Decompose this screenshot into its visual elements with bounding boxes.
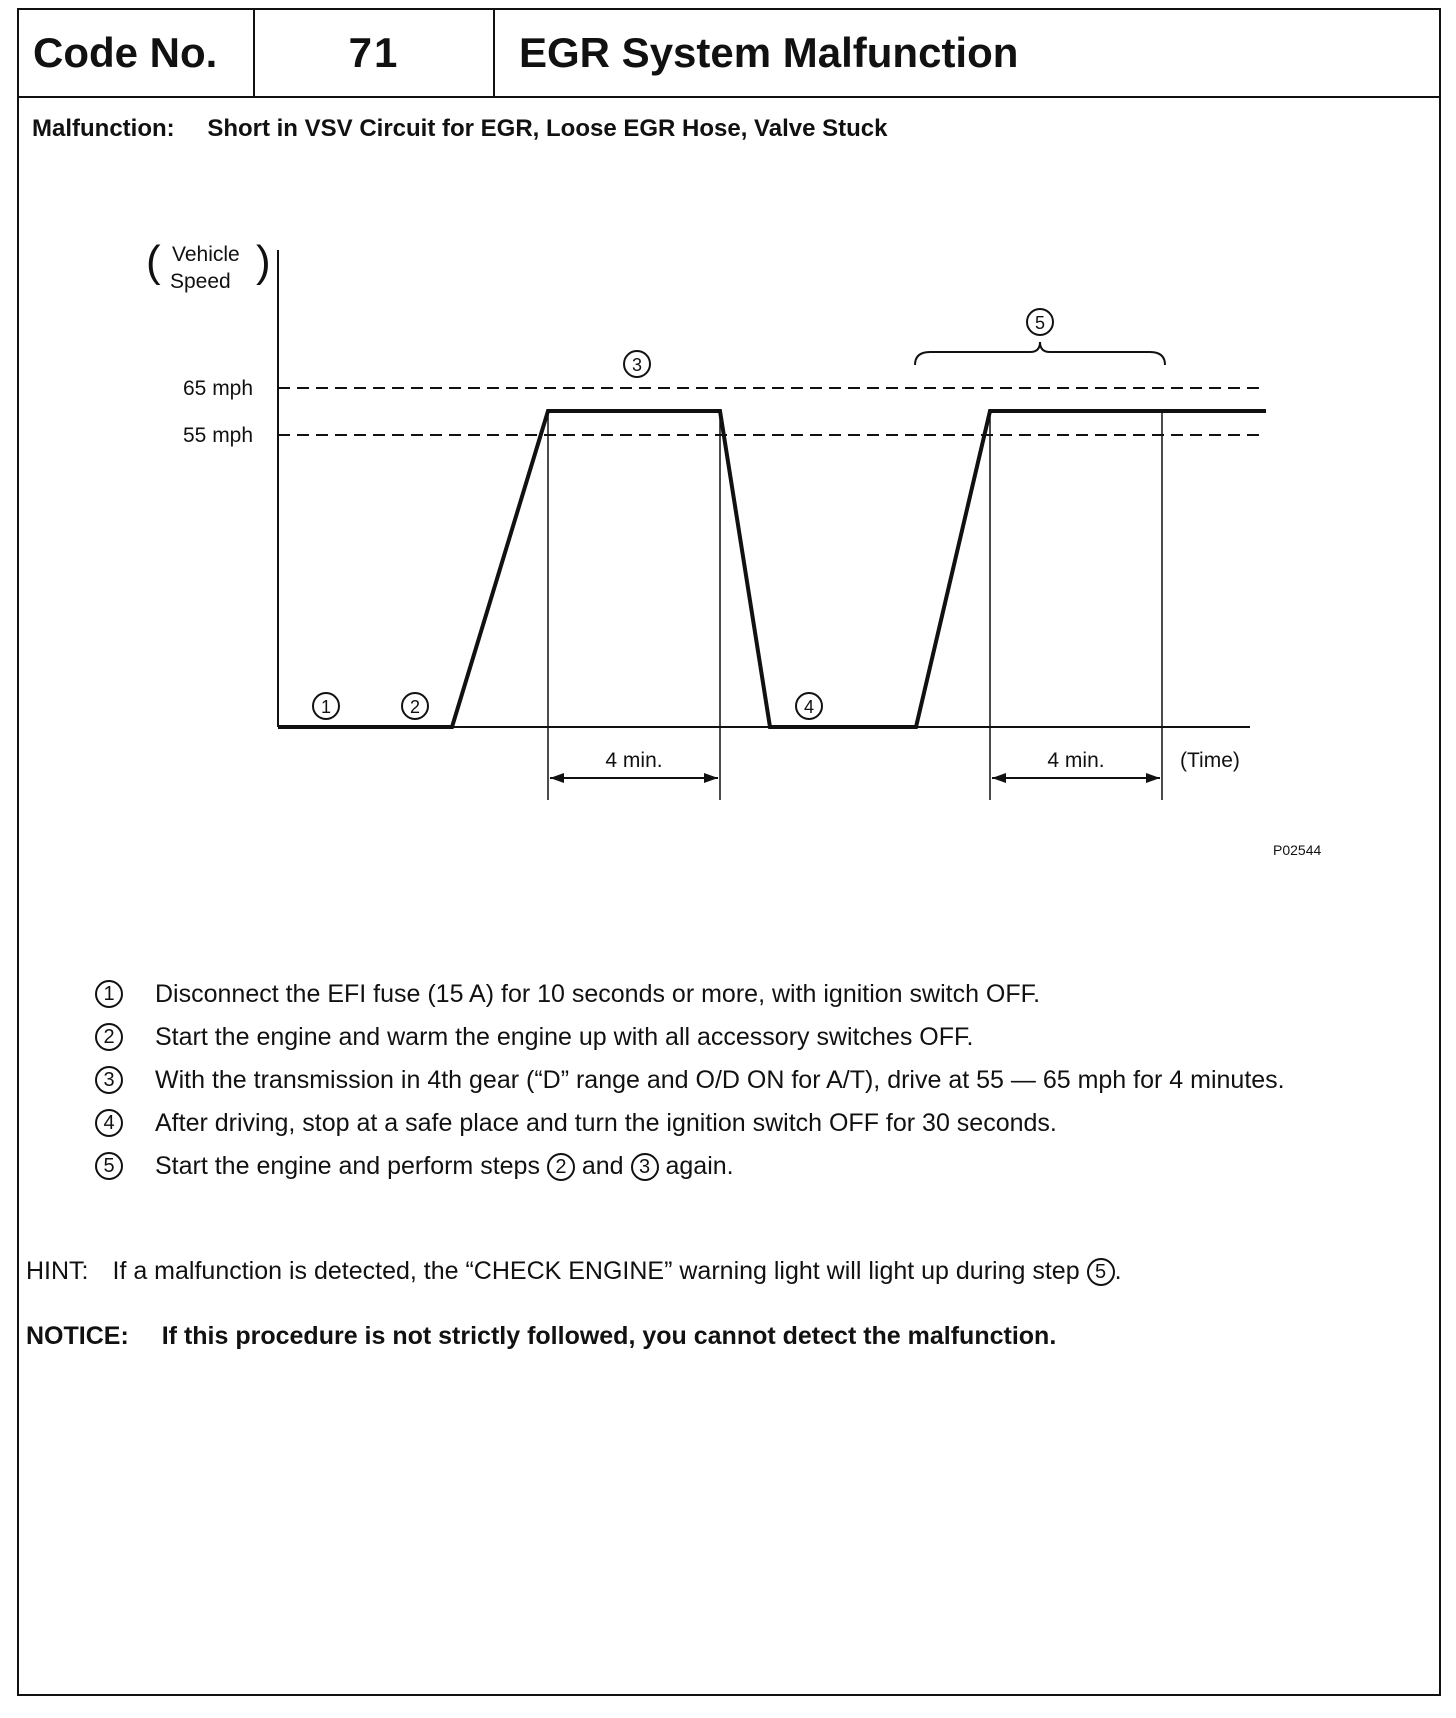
x-axis-label: (Time) xyxy=(1180,749,1240,772)
step-text-before: Start the engine and perform steps xyxy=(155,1152,540,1180)
interval-label-2: 4 min. xyxy=(1047,749,1105,772)
y-axis-label-line2: Speed xyxy=(170,270,231,293)
interval-arrow-1 xyxy=(550,773,718,783)
malfunction-text: Short in VSV Circuit for EGR, Loose EGR Hose, Valve Stuck xyxy=(207,115,888,142)
interval-arrow-2 xyxy=(992,773,1160,783)
y-tick-65: 65 mph xyxy=(183,377,254,400)
code-title: EGR System Malfunction xyxy=(519,29,1019,76)
marker-1 xyxy=(313,693,339,719)
hint-step-ref: 5 xyxy=(1087,1258,1115,1286)
step-text-mid: and xyxy=(581,1152,624,1180)
step-item xyxy=(95,1107,1385,1140)
marker-3 xyxy=(624,351,650,377)
svg-text:1: 1 xyxy=(320,697,332,717)
hint-line xyxy=(26,1257,1122,1286)
hint-end: . xyxy=(1114,1257,1122,1285)
y-axis-label-paren-right: ) xyxy=(256,237,271,286)
marker-5 xyxy=(1027,309,1053,335)
step-item xyxy=(95,1150,1385,1183)
step-ref: 3 xyxy=(631,1153,659,1181)
step-ref: 2 xyxy=(547,1153,575,1181)
step-item xyxy=(95,1021,1385,1054)
interval-label-1: 4 min. xyxy=(605,749,663,772)
step-text: After driving, stop at a safe place and turn the ignition switch OFF for 30 seconds. xyxy=(155,1109,1057,1137)
step-number: 5 xyxy=(95,1152,123,1180)
step-text: Start the engine and warm the engine up with all accessory switches OFF. xyxy=(155,1023,974,1051)
step-item xyxy=(95,1064,1385,1097)
speed-profile-line xyxy=(278,411,1266,727)
hint-label: HINT: xyxy=(26,1257,89,1285)
notice-label: NOTICE: xyxy=(26,1322,129,1350)
malfunction-label: Malfunction: xyxy=(32,115,175,142)
y-tick-55: 55 mph xyxy=(183,424,254,447)
code-label: Code No. xyxy=(19,10,255,96)
step-text-after: again. xyxy=(665,1152,734,1180)
step-number: 2 xyxy=(95,1023,123,1051)
hint-text: If a malfunction is detected, the “CHECK ENGINE” warning light will light up during step xyxy=(112,1257,1080,1285)
svg-text:4: 4 xyxy=(803,697,815,717)
y-axis-label-paren-left: ( xyxy=(146,237,161,286)
code-number: 71 xyxy=(255,10,495,96)
notice-line xyxy=(26,1322,1056,1351)
y-axis-label xyxy=(170,243,246,293)
marker-4 xyxy=(796,693,822,719)
svg-text:3: 3 xyxy=(631,355,643,375)
svg-text:2: 2 xyxy=(409,697,421,717)
step-text: Disconnect the EFI fuse (15 A) for 10 seconds or more, with ignition switch OFF. xyxy=(155,980,1041,1008)
step-number: 1 xyxy=(95,980,123,1008)
notice-text: If this procedure is not strictly followed, you cannot detect the malfunction. xyxy=(161,1322,1057,1350)
figure-id: P02544 xyxy=(1273,842,1322,858)
marker-5-bracket xyxy=(915,342,1165,365)
step-number: 4 xyxy=(95,1109,123,1137)
step-item xyxy=(95,978,1385,1011)
step-text: With the transmission in 4th gear (“D” range and O/D ON for A/T), drive at 55 — 65 mph for 4 minutes. xyxy=(155,1066,1285,1094)
step-number: 3 xyxy=(95,1066,123,1094)
marker-2 xyxy=(402,693,428,719)
svg-text:5: 5 xyxy=(1034,313,1046,333)
procedure-steps xyxy=(95,978,1385,1193)
y-axis-label-line1: Vehicle xyxy=(172,243,240,266)
